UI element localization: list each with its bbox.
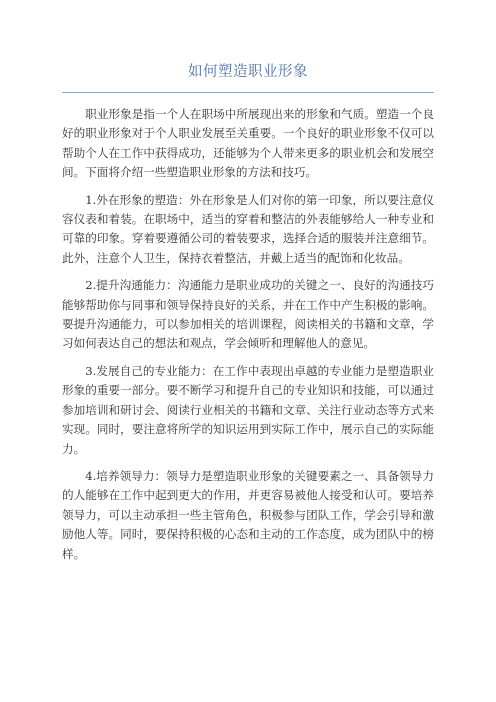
section-paragraph-communication: 2.提升沟通能力：沟通能力是职业成功的关键之一、良好的沟通技巧能够帮助你与同事和领导保持良好的关系，并在工作中产生积极的影响。要提升沟通能力，可以参加相关的培训课程，阅读相关的书籍和文章，学习如何表达自己的想法和观点，学会倾听和理解他人的意见。: [62, 278, 434, 351]
section-paragraph-appearance: 1.外在形象的塑造：外在形象是人们对你的第一印象，所以要注意仪容仪表和着装。在职场中，适当的穿着和整洁的外表能够给人一种专业和可靠的印象。穿着要遵循公司的着装要求，选择合适的服装并注意细节。此外，注意个人卫生，保持衣着整洁，并戴上适当的配饰和化妆品。: [62, 192, 434, 265]
title-divider: [62, 92, 434, 93]
document-title: 如何塑造职业形象: [188, 64, 308, 80]
intro-paragraph: 职业形象是指一个人在职场中所展现出来的形象和气质。塑造一个良好的职业形象对于个人职业发展至关重要。一个良好的职业形象不仅可以帮助个人在工作中获得成功，还能够为个人带来更多的职业机会和发展空间。下面将介绍一些塑造职业形象的方法和技巧。: [62, 107, 434, 180]
document-page: [62, 0, 434, 564]
section-paragraph-leadership: 4.培养领导力：领导力是塑造职业形象的关键要素之一、具备领导力的人能够在工作中起到更大的作用，并更容易被他人接受和认可。要培养领导力，可以主动承担一些主管角色，积极参与团队工作，学会引导和激励他人等。同时，要保持积极的心态和主动的工作态度，成为团队中的榜样。: [62, 468, 434, 561]
section-paragraph-professional-skills: 3.发展自己的专业能力：在工作中表现出卓越的专业能力是塑造职业形象的重要一部分。要不断学习和提升自己的专业知识和技能，可以通过参加培训和研讨会、阅读行业相关的书籍和文章、关注行业动态等方式来实现。同时，要注意将所学的知识运用到实际工作中，展示自己的实际能力。: [62, 363, 434, 456]
